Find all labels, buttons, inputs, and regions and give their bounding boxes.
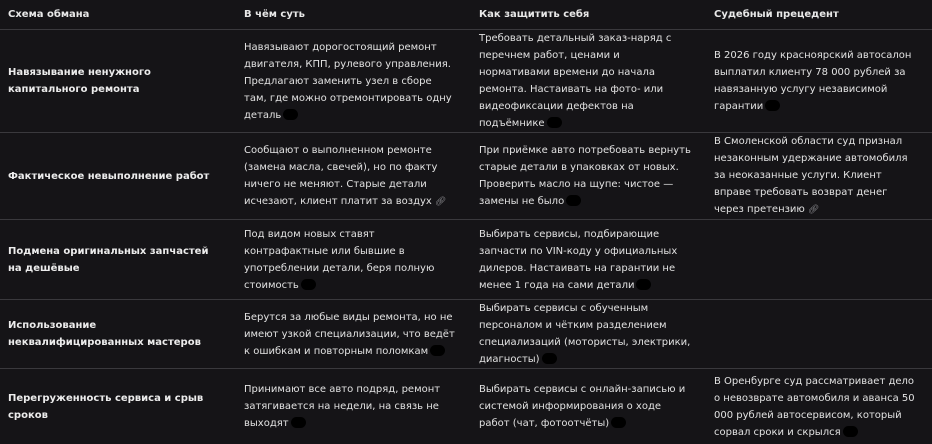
precedent-cell [706, 30, 932, 133]
precedent-cell [706, 133, 932, 220]
citation-badge-icon[interactable] [542, 353, 557, 364]
table-header-row [0, 0, 932, 30]
precedent-text: В Смоленской области суд признал незаконным удержание автомобиля за неоказанные услуги. Клиент вправе требовать возврат денег через претензию [714, 136, 908, 215]
citation-badge-icon[interactable] [547, 117, 562, 128]
precedent-text: В Оренбурге суд рассматривает дело о невозврате автомобиля и аванса 50 000 рублей автосервисом, который сорвал сроки и скрылся [714, 376, 915, 438]
protect-cell [471, 133, 706, 220]
protect-text: При приёмке авто потребовать вернуть старые детали в упаковках от новых. Проверить масло на щупе: чистое — замены не было [479, 145, 691, 207]
header-protection: Как защитить себя [471, 0, 706, 30]
table-row [0, 133, 932, 220]
header-scheme: Схема обмана [0, 0, 236, 30]
scheme-cell [0, 30, 236, 133]
scheme-cell [0, 300, 236, 369]
essence-cell [236, 30, 471, 133]
citation-badge-icon[interactable] [636, 279, 651, 290]
essence-text: Берутся за любые виды ремонта, но не имеют узкой специализации, что ведёт к ошибкам и повторным поломкам [244, 312, 455, 357]
scheme-text: Фактическое невыполнение работ [8, 171, 209, 182]
protect-cell [471, 30, 706, 133]
scheme-text: Подмена оригинальных запчастей на дешёвые [8, 246, 208, 274]
essence-cell [236, 220, 471, 300]
essence-cell [236, 300, 471, 369]
citation-badge-icon[interactable] [611, 417, 626, 428]
essence-text: Принимают все авто подряд, ремонт затягивается на недели, на связь не выходят [244, 384, 440, 429]
scheme-cell [0, 220, 236, 300]
precedent-text: В 2026 году красноярский автосалон выплатил клиенту 78 000 рублей за навязанную услугу независимой гарантии [714, 50, 911, 112]
header-precedent: Судебный прецедент [706, 0, 932, 30]
protect-text: Выбирать сервисы, подбирающие запчасти по VIN-коду у официальных дилеров. Настаивать на гарантии не менее 1 года на сами детали [479, 229, 677, 291]
citation-badge-icon[interactable] [843, 426, 858, 437]
link-icon[interactable]: 🔗︎ [435, 194, 446, 211]
protect-cell [471, 300, 706, 369]
citation-badge-icon[interactable] [301, 279, 316, 290]
precedent-cell [706, 369, 932, 444]
scheme-text: Перегруженность сервиса и срыв сроков [8, 393, 203, 421]
precedent-cell [706, 300, 932, 369]
citation-badge-icon[interactable] [291, 417, 306, 428]
table-row [0, 220, 932, 300]
link-icon[interactable]: 🔗︎ [808, 202, 819, 219]
essence-cell [236, 369, 471, 444]
protect-cell [471, 220, 706, 300]
citation-badge-icon[interactable] [283, 109, 298, 120]
table-row [0, 300, 932, 369]
table-row [0, 369, 932, 444]
citation-badge-icon[interactable] [566, 195, 581, 206]
protect-text: Выбирать сервисы с онлайн-записью и системой информирования о ходе работ (чат, фотоотчёты) [479, 384, 685, 429]
scheme-cell [0, 133, 236, 220]
header-essence: В чём суть [236, 0, 471, 30]
protect-text: Требовать детальный заказ-наряд с перечнем работ, ценами и нормативами времени до начала ремонта. Настаивать на фото- или видеофиксации дефектов на подъёмнике [479, 33, 671, 129]
essence-cell [236, 133, 471, 220]
essence-text: Под видом новых ставят контрафактные или бывшие в употреблении детали, беря полную стоимость [244, 229, 434, 291]
precedent-cell [706, 220, 932, 300]
protect-text: Выбирать сервисы с обученным персоналом и чётким разделением специализаций (мотористы, электрики, диагносты) [479, 303, 690, 365]
essence-text: Сообщают о выполненном ремонте (замена масла, свечей), но по факту ничего не меняют. Старые детали исчезают, клиент платит за воздух [244, 145, 437, 207]
scheme-text: Использование неквалифицированных мастеров [8, 320, 201, 348]
scheme-text: Навязывание ненужного капитального ремонта [8, 67, 151, 95]
citation-badge-icon[interactable] [430, 345, 445, 356]
scheme-cell [0, 369, 236, 444]
citation-badge-icon[interactable] [765, 100, 780, 111]
table-row [0, 30, 932, 133]
protect-cell [471, 369, 706, 444]
essence-text: Навязывают дорогостоящий ремонт двигателя, КПП, рулевого управления. Предлагают заменить узел в сборе там, где можно отремонтировать одну деталь [244, 42, 452, 121]
